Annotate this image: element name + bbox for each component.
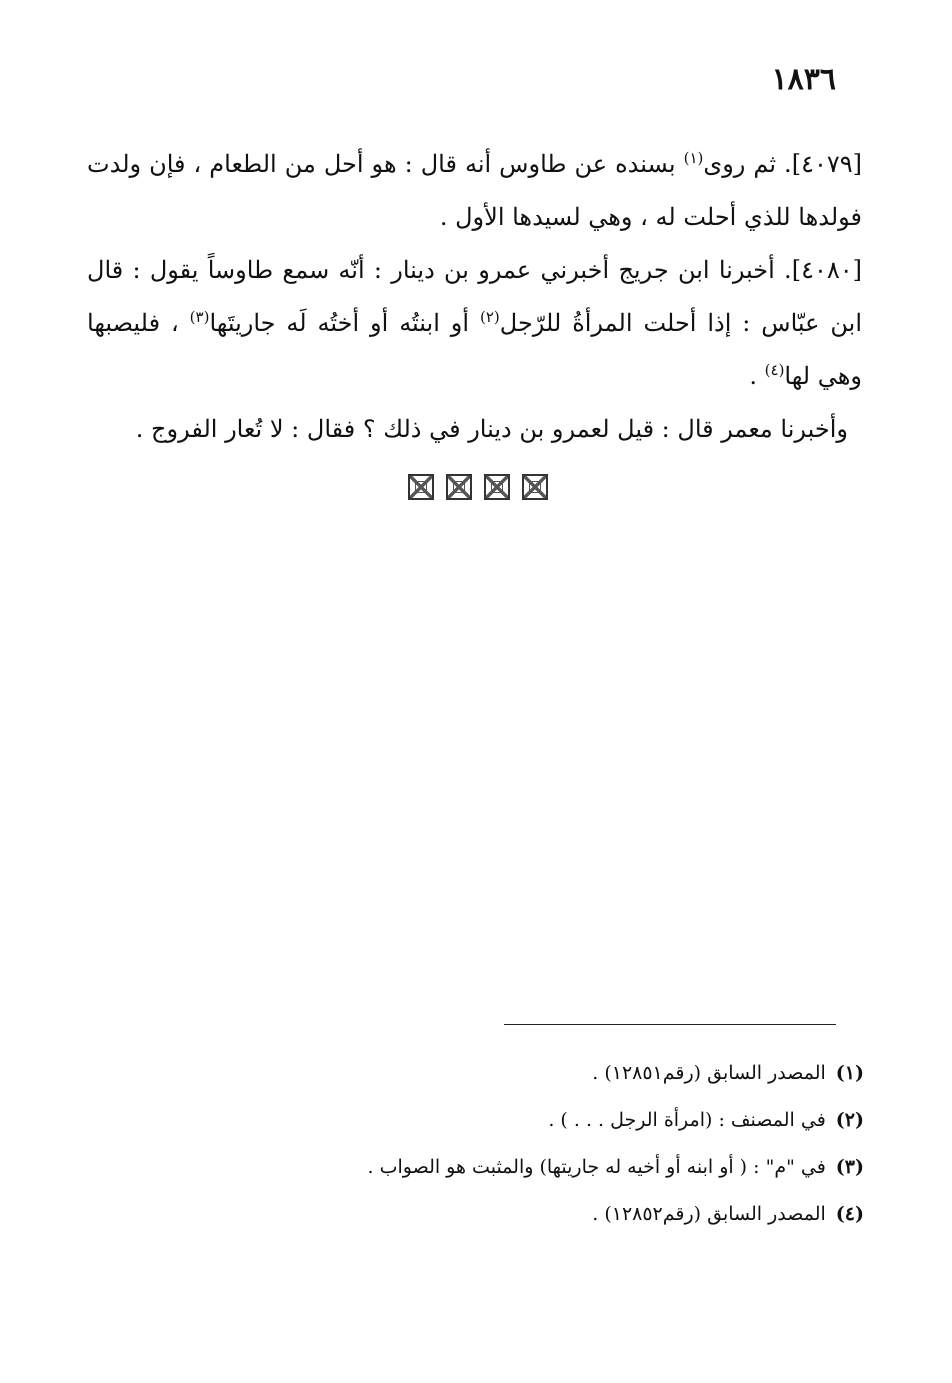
- footnote-text: المصدر السابق (رقم١٢٨٥١) .: [592, 1062, 826, 1084]
- ornament-icon: [408, 474, 434, 500]
- footnote-separator: [504, 1024, 836, 1025]
- closing-paragraph: وأخبرنا معمر قال : قيل لعمرو بن دينار في ذلك ؟ فقال : لا تُعار الفروج .: [135, 415, 848, 443]
- footnote-number: (٤): [835, 1203, 864, 1225]
- ornament-icon: [446, 474, 472, 500]
- footnote-number: (٣): [835, 1156, 864, 1178]
- main-text: [87, 138, 862, 456]
- entry-text: ، فليصبها وهي لها: [87, 309, 862, 390]
- page-number: ١٨٣٦: [771, 62, 836, 97]
- footnote-4: [164, 1191, 864, 1238]
- footnotes: [164, 1050, 864, 1238]
- footnote-reference[interactable]: (٢): [479, 308, 500, 326]
- ornament-icon: [484, 474, 510, 500]
- entry-text: أو ابنتُه أو أختُه لَه جاريتَها: [209, 309, 480, 337]
- footnote-text: في المصنف : (امرأة الرجل . . . ) .: [548, 1109, 826, 1131]
- footnote-reference[interactable]: (٣): [189, 308, 210, 326]
- section-divider-ornament: [398, 474, 558, 504]
- footnote-reference[interactable]: (١): [683, 149, 704, 167]
- entry-text: . ثم روى: [703, 150, 792, 178]
- footnote-reference[interactable]: (٤): [764, 361, 785, 379]
- footnote-text: في "م" : ( أو ابنه أو أخيه له جاريتها) والمثبت هو الصواب .: [367, 1156, 826, 1178]
- entry-text: .: [749, 362, 765, 390]
- entry-number: [٤٠٨٠]: [791, 256, 863, 284]
- footnote-1: [164, 1050, 864, 1097]
- entry-text: بسنده عن طاوس أنه قال : هو أحل من الطعام ، فإن ولدت فولدها للذي أحلت له ، وهي لسيدها الأول .: [87, 150, 862, 231]
- entry-text: . أخبرنا ابن جريج أخبرني عمرو بن دينار : أنّه سمع طاوساً يقول : قال ابن عبّاس : إذا أحلت المرأةُ للرّجل: [87, 256, 863, 337]
- footnote-number: (١): [835, 1062, 864, 1084]
- footnote-2: [164, 1097, 864, 1144]
- entry-4079: [87, 138, 862, 244]
- footnote-text: المصدر السابق (رقم١٢٨٥٢) .: [592, 1203, 826, 1225]
- ornament-icon: [522, 474, 548, 500]
- footnote-3: [164, 1144, 864, 1191]
- entry-4080: [87, 244, 862, 403]
- entry-number: [٤٠٧٩]: [791, 150, 862, 178]
- footnote-number: (٢): [835, 1109, 864, 1131]
